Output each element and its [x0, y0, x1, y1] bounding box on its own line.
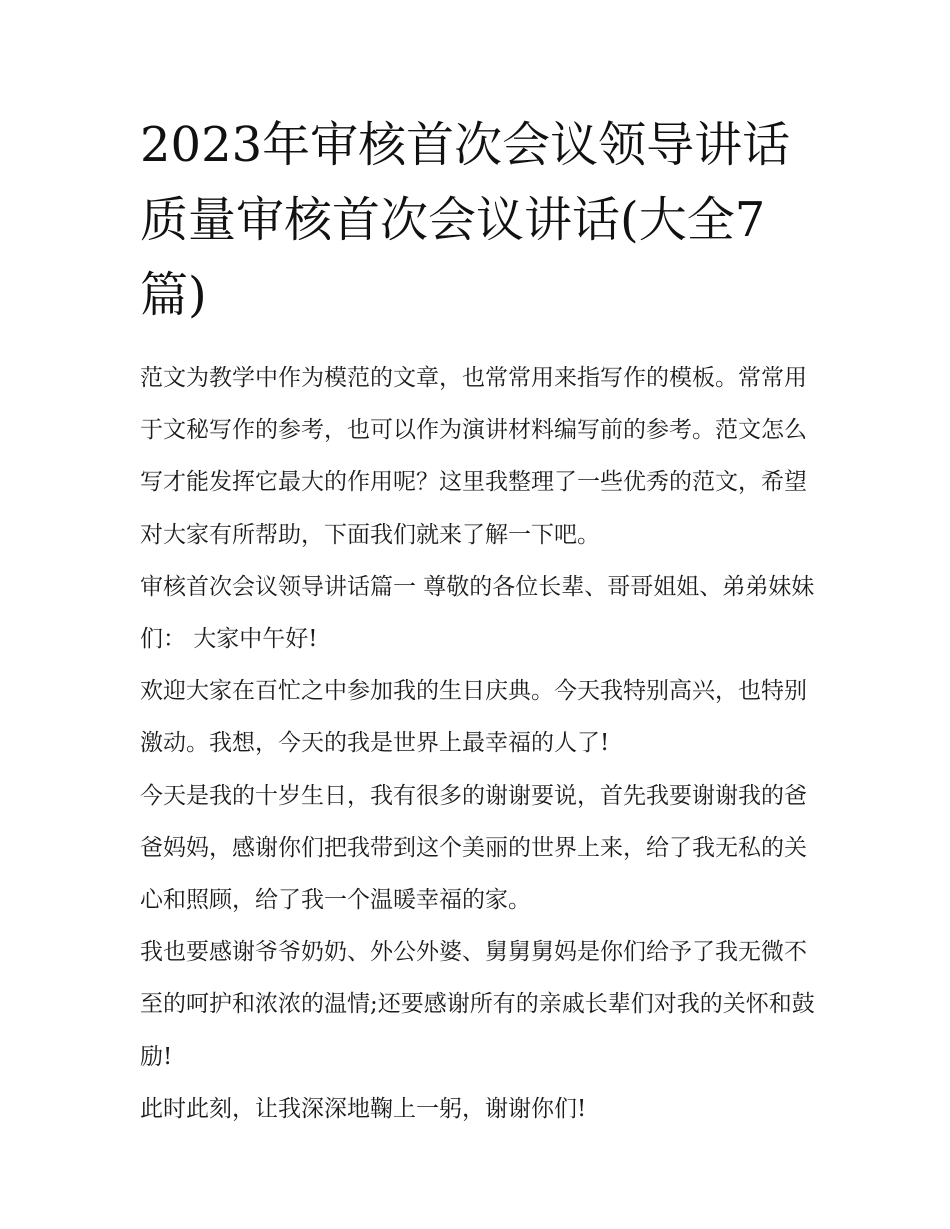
- paragraph-welcome: 欢迎大家在百忙之中参加我的生日庆典。今天我特别高兴，也特别激动。我想，今天的我是世界上最幸福的人了!: [140, 678, 807, 757]
- paragraph-thanks-parents: 今天是我的十岁生日，我有很多的谢谢要说，首先我要谢谢我的爸爸妈妈，感谢你们把我带到这个美丽的世界上来，给了我无私的关心和照顾，给了我一个温暖幸福的家。: [140, 782, 807, 914]
- paragraph-closing: 此时此刻，让我深深地鞠上一躬，谢谢你们!: [140, 1095, 587, 1122]
- paragraph-intro: 范文为教学中作为模范的文章，也常常用来指写作的模板。常常用于文秘写作的参考，也可以作为演讲材料编写前的参考。范文怎么写才能发挥它最大的作用呢？这里我整理了一些优秀的范文，希望对大家有所帮助，下面我们就来了解一下吧。: [140, 365, 807, 548]
- document-body: [140, 352, 820, 1135]
- paragraph-greeting: 审核首次会议领导讲话篇一 尊敬的各位长辈、哥哥姐姐、弟弟妹妹们： 大家中午好!: [140, 573, 815, 653]
- document-title: 2023年审核首次会议领导讲话 质量审核首次会议讲话(大全7篇): [140, 117, 791, 323]
- paragraph-thanks-relatives: 我也要感谢爷爷奶奶、外公外婆、舅舅舅妈是你们给予了我无微不至的呵护和浓浓的温情;还要感谢所有的亲戚长辈们对我的关怀和鼓励!: [140, 939, 815, 1070]
